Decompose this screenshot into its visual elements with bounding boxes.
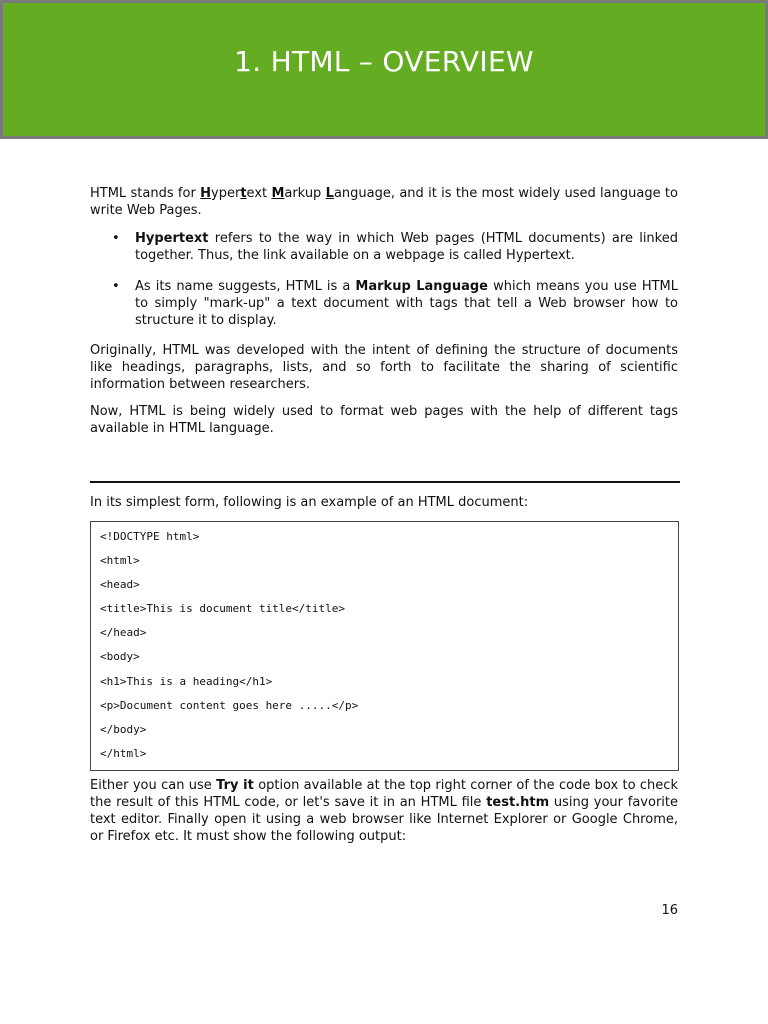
bullet-icon: • (112, 231, 120, 246)
intro-paragraph: HTML stands for Hypertext Markup Language, and it is the most widely used language to write Web Pages. (90, 186, 678, 218)
chapter-title: 1. HTML – OVERVIEW (234, 45, 534, 78)
code-line: <html> (100, 554, 140, 567)
list-item: • Hypertext refers to the way in which Web pages (HTML documents) are linked together. Thus, the link available on a webpage is called Hypertext. (112, 231, 678, 263)
history-paragraph: Originally, HTML was developed with the intent of defining the structure of documents like headings, paragraphs, lists, and so forth to facilitate the sharing of scientific information between researchers. (90, 343, 678, 392)
example-intro: In its simplest form, following is an example of an HTML document: (90, 495, 529, 510)
bullet-icon: • (112, 279, 120, 294)
section-divider (90, 481, 680, 483)
code-example-box (90, 521, 679, 771)
code-line: </html> (100, 747, 147, 760)
code-line: <body> (100, 650, 140, 663)
code-line: </body> (100, 723, 147, 736)
code-line: </head> (100, 626, 147, 639)
definition-list (90, 230, 678, 329)
code-line: <!DOCTYPE html> (100, 530, 200, 543)
chapter-banner (0, 0, 768, 139)
code-line: <title>This is document title</title> (100, 602, 346, 615)
outro-paragraph: Either you can use Try it option available at the top right corner of the code box to check the result of this HTML code, or let's save it in an HTML file test.htm using your favorite text editor. Finally open it using a web browser like Internet Explorer or Google Chrome, or Firefox etc. It must show the following output: (90, 778, 678, 844)
usage-paragraph: Now, HTML is being widely used to format web pages with the help of different tags available in HTML language. (90, 404, 678, 436)
code-line: <head> (100, 578, 140, 591)
page-number: 16 (661, 903, 678, 918)
code-line: <h1>This is a heading</h1> (100, 675, 273, 688)
code-line: <p>Document content goes here .....</p> (100, 699, 359, 712)
list-item: • As its name suggests, HTML is a Markup Language which means you use HTML to simply "mark-up" a text document with tags that tell a Web browser how to structure it to display. (112, 279, 678, 328)
